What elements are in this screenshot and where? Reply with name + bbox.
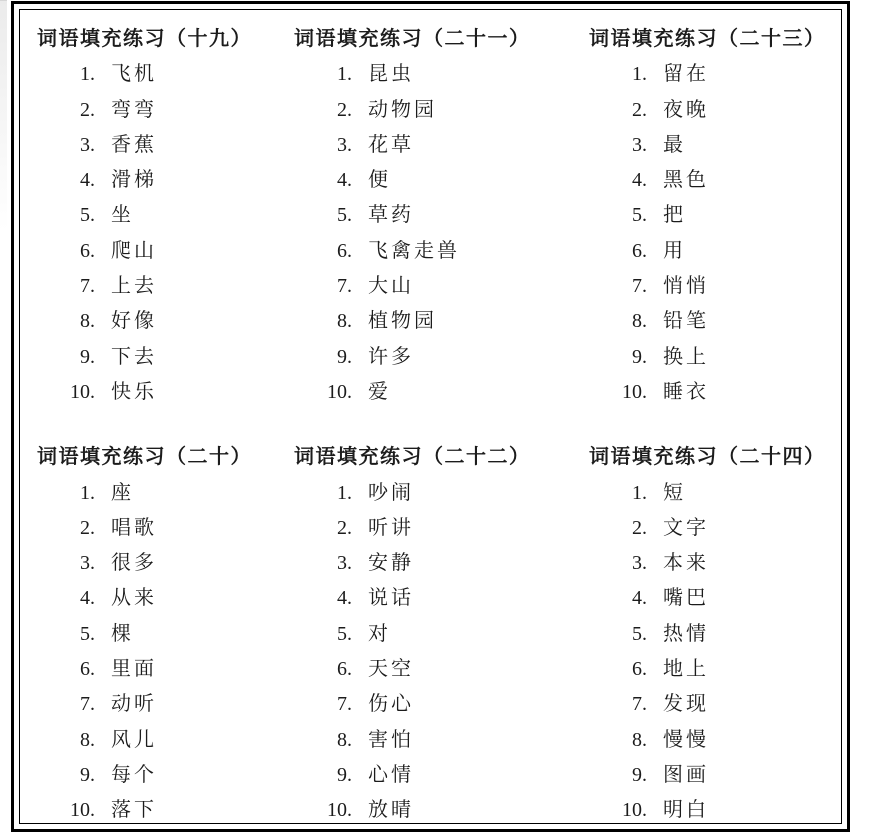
item-word: 吵闹 xyxy=(368,481,414,504)
item-word: 座 xyxy=(111,481,134,504)
window-edge-gutter xyxy=(0,0,7,231)
list-item xyxy=(37,723,294,758)
section-title: 词语填充练习（二十） xyxy=(37,446,252,469)
sections-row-top xyxy=(37,22,841,410)
list-item xyxy=(294,269,589,304)
item-number: 7. xyxy=(337,693,352,716)
item-number: 3. xyxy=(337,133,352,156)
list-item xyxy=(589,304,841,339)
list-item xyxy=(37,793,294,824)
item-number: 5. xyxy=(337,622,352,645)
list-item xyxy=(294,511,589,546)
list-item xyxy=(37,652,294,687)
item-number: 10. xyxy=(327,380,352,403)
item-number: 7. xyxy=(80,693,95,716)
item-word: 弯弯 xyxy=(111,98,157,121)
item-number: 10. xyxy=(622,799,647,822)
list-item xyxy=(589,57,841,92)
list-item xyxy=(37,687,294,722)
item-word: 飞禽走兽 xyxy=(368,239,460,262)
list-item xyxy=(294,128,589,163)
item-number: 3. xyxy=(337,552,352,575)
item-word: 爱 xyxy=(368,380,391,403)
item-word: 很多 xyxy=(111,552,157,575)
item-word: 昆虫 xyxy=(368,63,414,86)
list-item xyxy=(589,476,841,511)
item-number: 2. xyxy=(337,516,352,539)
item-number: 5. xyxy=(632,622,647,645)
list-item xyxy=(294,758,589,793)
list-item xyxy=(37,375,294,410)
list-item xyxy=(37,57,294,92)
item-word: 把 xyxy=(663,204,686,227)
item-number: 9. xyxy=(80,763,95,786)
list-item xyxy=(37,511,294,546)
exercise-section-22 xyxy=(294,440,589,824)
list-item xyxy=(294,234,589,269)
item-number: 3. xyxy=(80,552,95,575)
item-number: 2. xyxy=(337,98,352,121)
item-word: 便 xyxy=(368,169,391,192)
list-item xyxy=(37,234,294,269)
list-item xyxy=(589,269,841,304)
item-number: 6. xyxy=(632,239,647,262)
item-word: 地上 xyxy=(663,658,709,681)
item-number: 6. xyxy=(337,658,352,681)
list-item xyxy=(37,546,294,581)
item-number: 5. xyxy=(80,204,95,227)
item-number: 7. xyxy=(632,693,647,716)
item-number: 10. xyxy=(70,799,95,822)
item-word: 伤心 xyxy=(368,693,414,716)
item-word: 短 xyxy=(663,481,686,504)
list-item xyxy=(294,57,589,92)
list-item xyxy=(294,652,589,687)
item-number: 9. xyxy=(80,345,95,368)
item-number: 2. xyxy=(632,516,647,539)
item-word: 铅笔 xyxy=(663,310,709,333)
item-word: 滑梯 xyxy=(111,169,157,192)
list-item xyxy=(37,163,294,198)
item-number: 2. xyxy=(80,516,95,539)
list-item xyxy=(294,375,589,410)
item-word: 坐 xyxy=(111,204,134,227)
item-number: 6. xyxy=(632,658,647,681)
item-number: 9. xyxy=(632,345,647,368)
list-item xyxy=(37,617,294,652)
list-item xyxy=(589,340,841,375)
page-inner-border xyxy=(19,9,842,824)
item-word: 安静 xyxy=(368,552,414,575)
item-number: 10. xyxy=(70,380,95,403)
item-number: 1. xyxy=(80,481,95,504)
item-number: 4. xyxy=(632,169,647,192)
list-item xyxy=(294,304,589,339)
item-number: 7. xyxy=(632,275,647,298)
item-word: 棵 xyxy=(111,622,134,645)
section-title: 词语填充练习（十九） xyxy=(37,28,252,50)
item-word: 嘴巴 xyxy=(663,587,709,610)
list-item xyxy=(37,581,294,616)
item-number: 4. xyxy=(337,587,352,610)
list-item xyxy=(589,581,841,616)
item-number: 4. xyxy=(80,587,95,610)
item-number: 5. xyxy=(337,204,352,227)
item-word: 本来 xyxy=(663,552,709,575)
list-item xyxy=(589,617,841,652)
item-word: 动物园 xyxy=(368,98,437,121)
item-word: 明白 xyxy=(663,799,709,822)
item-word: 心情 xyxy=(368,763,414,786)
list-item xyxy=(37,340,294,375)
item-number: 10. xyxy=(327,799,352,822)
item-word: 上去 xyxy=(111,275,157,298)
list-item xyxy=(589,687,841,722)
item-word: 文字 xyxy=(663,516,709,539)
list-item xyxy=(37,93,294,128)
list-item xyxy=(589,723,841,758)
item-word: 热情 xyxy=(663,622,709,645)
item-word: 用 xyxy=(663,239,686,262)
item-number: 3. xyxy=(632,133,647,156)
item-word: 图画 xyxy=(663,763,709,786)
list-item xyxy=(294,793,589,824)
item-number: 7. xyxy=(337,275,352,298)
item-word: 下去 xyxy=(111,345,157,368)
item-number: 4. xyxy=(632,587,647,610)
item-word: 听讲 xyxy=(368,516,414,539)
item-word: 对 xyxy=(368,622,391,645)
list-item xyxy=(294,198,589,233)
item-word: 最 xyxy=(663,133,686,156)
list-item xyxy=(37,198,294,233)
list-item xyxy=(589,234,841,269)
item-number: 1. xyxy=(80,63,95,86)
item-number: 5. xyxy=(80,622,95,645)
section-title: 词语填充练习（二十四） xyxy=(589,446,826,469)
list-item xyxy=(589,375,841,410)
item-number: 2. xyxy=(80,98,95,121)
item-word: 里面 xyxy=(111,658,157,681)
item-word: 香蕉 xyxy=(111,133,157,156)
item-number: 4. xyxy=(80,169,95,192)
item-word: 好像 xyxy=(111,310,157,333)
item-number: 8. xyxy=(80,728,95,751)
list-item xyxy=(589,93,841,128)
item-word: 草药 xyxy=(368,204,414,227)
list-item xyxy=(37,758,294,793)
list-item xyxy=(294,546,589,581)
list-item xyxy=(37,128,294,163)
list-item xyxy=(294,687,589,722)
item-word: 大山 xyxy=(368,275,414,298)
item-word: 换上 xyxy=(663,345,709,368)
item-word: 黑色 xyxy=(663,169,709,192)
item-word: 天空 xyxy=(368,658,414,681)
item-number: 9. xyxy=(337,763,352,786)
item-number: 1. xyxy=(632,481,647,504)
item-number: 8. xyxy=(337,310,352,333)
list-item xyxy=(294,581,589,616)
list-item xyxy=(589,758,841,793)
list-item xyxy=(589,163,841,198)
item-word: 飞机 xyxy=(111,63,157,86)
item-word: 爬山 xyxy=(111,239,157,262)
item-word: 留在 xyxy=(663,63,709,86)
item-word: 夜晚 xyxy=(663,98,709,121)
item-word: 放晴 xyxy=(368,799,414,822)
list-item xyxy=(37,304,294,339)
list-item xyxy=(589,198,841,233)
list-item xyxy=(294,723,589,758)
item-number: 7. xyxy=(80,275,95,298)
item-number: 8. xyxy=(80,310,95,333)
item-word: 说话 xyxy=(368,587,414,610)
exercise-section-23 xyxy=(589,22,841,410)
exercise-section-21 xyxy=(294,22,589,410)
item-word: 动听 xyxy=(111,693,157,716)
item-number: 1. xyxy=(337,63,352,86)
item-number: 3. xyxy=(80,133,95,156)
item-number: 10. xyxy=(622,380,647,403)
item-word: 快乐 xyxy=(111,380,157,403)
list-item xyxy=(294,617,589,652)
item-word: 从来 xyxy=(111,587,157,610)
list-item xyxy=(294,340,589,375)
item-number: 1. xyxy=(337,481,352,504)
list-item xyxy=(294,93,589,128)
item-number: 5. xyxy=(632,204,647,227)
list-item xyxy=(37,269,294,304)
item-number: 9. xyxy=(632,763,647,786)
list-item xyxy=(294,476,589,511)
item-word: 悄悄 xyxy=(663,275,709,298)
item-number: 2. xyxy=(632,98,647,121)
item-word: 风儿 xyxy=(111,728,157,751)
item-word: 花草 xyxy=(368,133,414,156)
item-number: 6. xyxy=(80,658,95,681)
list-item xyxy=(589,793,841,824)
item-word: 睡衣 xyxy=(663,380,709,403)
item-number: 9. xyxy=(337,345,352,368)
item-number: 8. xyxy=(337,728,352,751)
item-number: 1. xyxy=(632,63,647,86)
exercise-section-19 xyxy=(37,22,294,410)
list-item xyxy=(294,163,589,198)
item-word: 慢慢 xyxy=(663,728,709,751)
list-item xyxy=(589,511,841,546)
exercise-section-24 xyxy=(589,440,841,824)
section-title: 词语填充练习（二十三） xyxy=(589,28,826,50)
item-word: 许多 xyxy=(368,345,414,368)
item-number: 3. xyxy=(632,552,647,575)
list-item xyxy=(589,128,841,163)
item-word: 唱歌 xyxy=(111,516,157,539)
item-number: 8. xyxy=(632,728,647,751)
item-word: 植物园 xyxy=(368,310,437,333)
item-number: 4. xyxy=(337,169,352,192)
item-number: 8. xyxy=(632,310,647,333)
section-title: 词语填充练习（二十一） xyxy=(294,28,531,50)
list-item xyxy=(589,546,841,581)
item-number: 6. xyxy=(337,239,352,262)
exercise-section-20 xyxy=(37,440,294,824)
item-number: 6. xyxy=(80,239,95,262)
list-item xyxy=(37,476,294,511)
item-word: 落下 xyxy=(111,799,157,822)
item-word: 每个 xyxy=(111,763,157,786)
document-page xyxy=(11,1,850,832)
item-word: 发现 xyxy=(663,693,709,716)
sections-row-bottom xyxy=(37,440,841,824)
section-title: 词语填充练习（二十二） xyxy=(294,446,531,469)
list-item xyxy=(589,652,841,687)
item-word: 害怕 xyxy=(368,728,414,751)
